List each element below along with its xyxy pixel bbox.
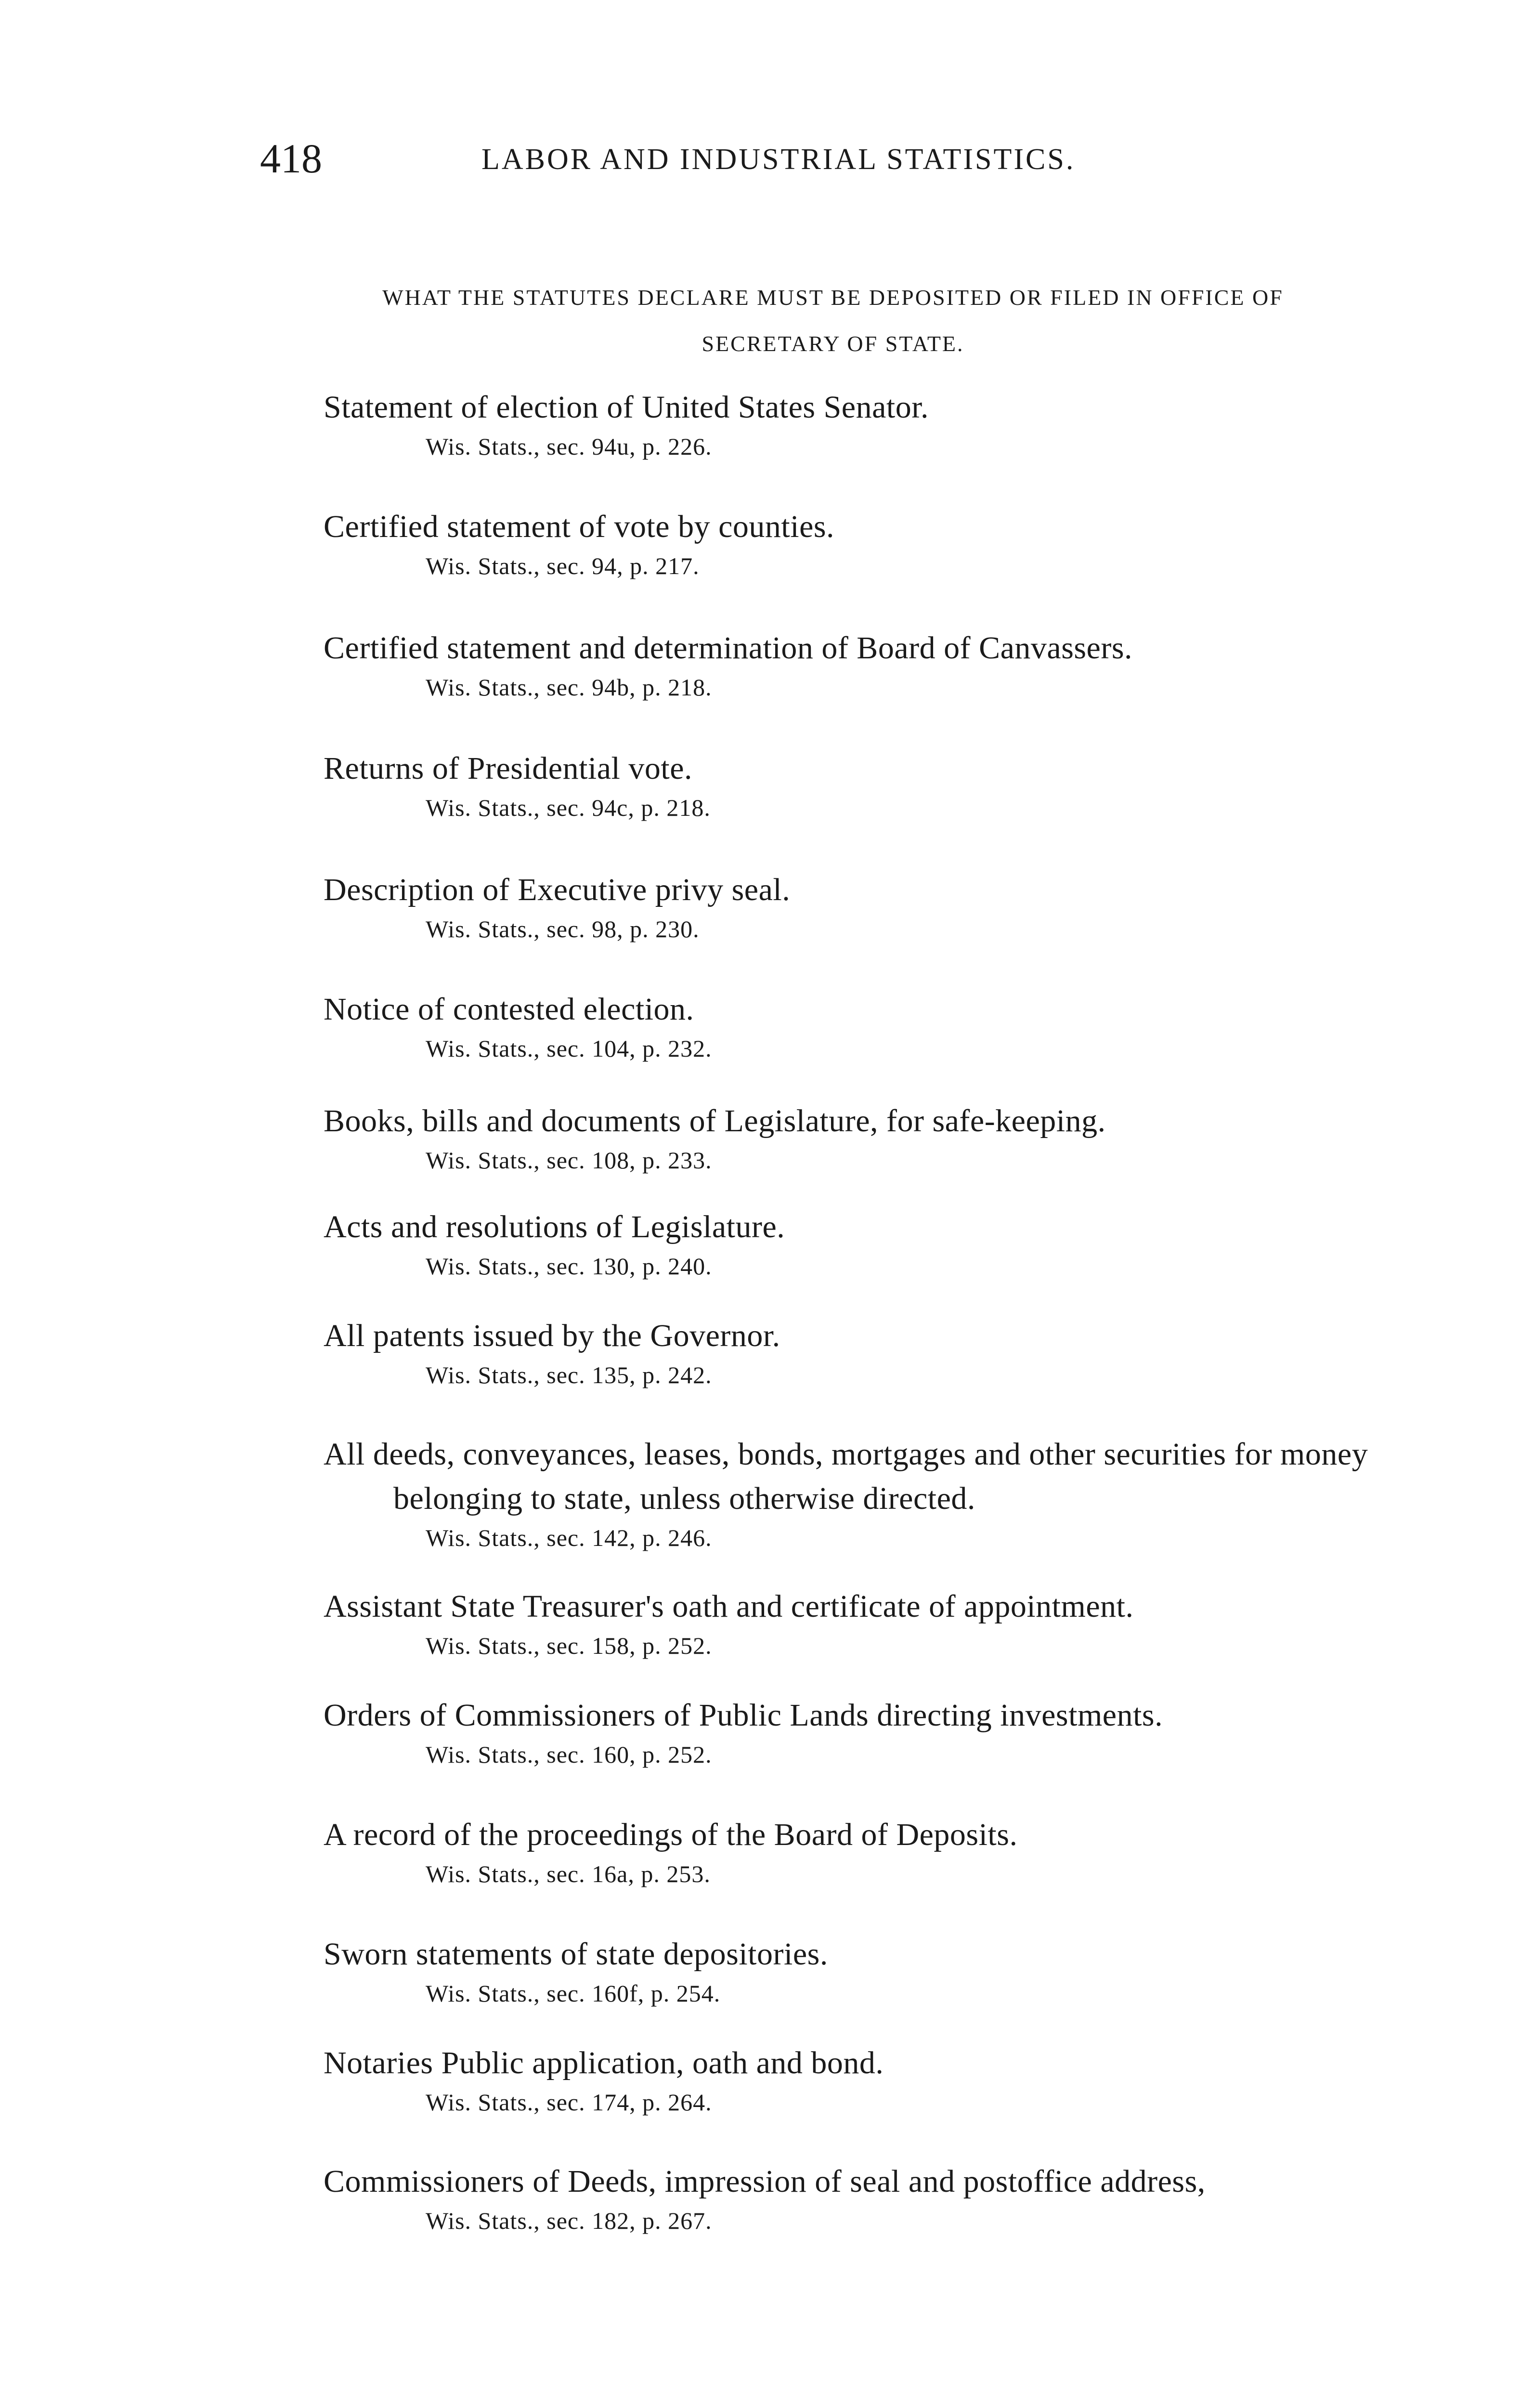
entry-title: Books, bills and documents of Legislature, for safe-keeping.: [324, 1103, 1106, 1139]
statute-entry: [324, 626, 1412, 704]
statute-entry: [324, 505, 1412, 583]
entry-title: Acts and resolutions of Legislature.: [324, 1209, 785, 1244]
entry-citation: Wis. Stats., sec. 182, p. 267.: [426, 2207, 712, 2234]
entry-citation: Wis. Stats., sec. 174, p. 264.: [426, 2089, 712, 2116]
statute-entry: [324, 385, 1412, 463]
entry-citation: Wis. Stats., sec. 94, p. 217.: [426, 552, 700, 579]
entry-title: All deeds, conveyances, leases, bonds, mortgages and other securities for money belonging to state, unless otherwise directed.: [324, 1437, 1368, 1516]
entry-title: Sworn statements of state depositories.: [324, 1937, 828, 1972]
entry-title: Assistant State Treasurer's oath and certificate of appointment.: [324, 1589, 1134, 1624]
entry-citation: Wis. Stats., sec. 142, p. 246.: [426, 1524, 712, 1551]
entry-citation: Wis. Stats., sec. 98, p. 230.: [426, 916, 700, 942]
statute-entry: [324, 868, 1412, 946]
entry-title: Returns of Presidential vote.: [324, 751, 693, 786]
statute-entry: [324, 2159, 1412, 2238]
entry-citation: Wis. Stats., sec. 94c, p. 218.: [426, 794, 711, 821]
entry-citation: Wis. Stats., sec. 130, p. 240.: [426, 1253, 712, 1280]
section-heading-line-1: WHAT THE STATUTES DECLARE MUST BE DEPOSITED OR FILED IN OFFICE OF: [382, 285, 1284, 310]
page-number: 418: [260, 135, 322, 182]
entry-citation: Wis. Stats., sec. 160f, p. 254.: [426, 1980, 721, 2007]
entry-citation: Wis. Stats., sec. 135, p. 242.: [426, 1361, 712, 1388]
entry-citation: Wis. Stats., sec. 94u, p. 226.: [426, 433, 712, 460]
entry-title: Notaries Public application, oath and bond.: [324, 2045, 884, 2081]
entry-title: Orders of Commissioners of Public Lands directing investments.: [324, 1698, 1163, 1733]
running-title: LABOR AND INDUSTRIAL STATISTICS.: [481, 143, 1076, 176]
entry-citation: Wis. Stats., sec. 108, p. 233.: [426, 1147, 712, 1174]
entry-title: A record of the proceedings of the Board of Deposits.: [324, 1817, 1018, 1852]
entry-title: Certified statement and determination of Board of Canvassers.: [324, 630, 1133, 666]
statute-entry: [324, 987, 1412, 1065]
section-heading-line-2: SECRETARY OF STATE.: [702, 331, 964, 356]
entry-title: Description of Executive privy seal.: [324, 872, 791, 907]
section-heading: [255, 275, 1411, 367]
statute-entry: [324, 1813, 1412, 1891]
statute-entry: [324, 1099, 1412, 1177]
entry-title: Statement of election of United States Senator.: [324, 390, 929, 425]
statute-entry: [324, 1432, 1412, 1555]
statute-entry: [324, 1314, 1412, 1392]
statute-entry: [324, 1932, 1412, 2010]
entry-citation: Wis. Stats., sec. 160, p. 252.: [426, 1741, 712, 1768]
entry-citation: Wis. Stats., sec. 16a, p. 253.: [426, 1860, 711, 1887]
entry-citation: Wis. Stats., sec. 158, p. 252.: [426, 1632, 712, 1659]
statute-list: [324, 385, 1412, 2238]
entry-title: All patents issued by the Governor.: [324, 1318, 780, 1353]
statute-entry: [324, 1693, 1412, 1771]
entry-citation: Wis. Stats., sec. 94b, p. 218.: [426, 674, 712, 701]
statute-entry: [324, 1584, 1412, 1662]
entry-title: Certified statement of vote by counties.: [324, 509, 835, 544]
entry-title: Notice of contested election.: [324, 992, 694, 1027]
entry-title: Commissioners of Deeds, impression of seal and postoffice address,: [324, 2164, 1206, 2199]
statute-entry: [324, 1205, 1412, 1283]
entry-citation: Wis. Stats., sec. 104, p. 232.: [426, 1035, 712, 1062]
statute-entry: [324, 2041, 1412, 2119]
statute-entry: [324, 746, 1412, 824]
